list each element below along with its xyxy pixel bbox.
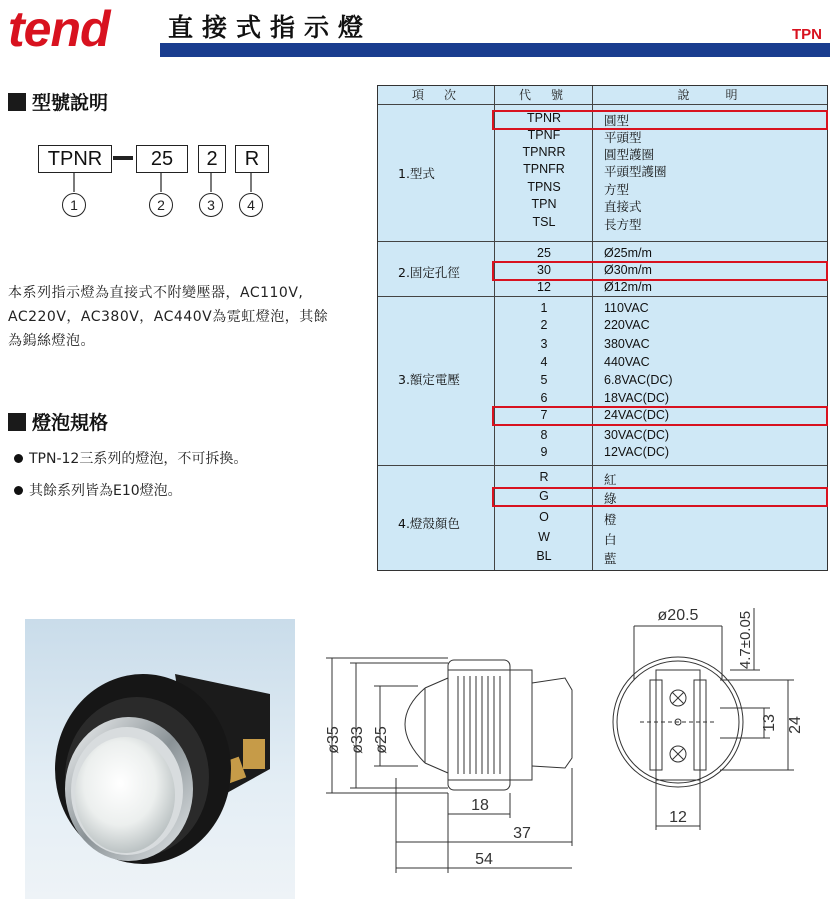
- row-desc: 長方型: [604, 218, 642, 232]
- row-desc: 綠: [604, 492, 617, 506]
- spec-table: [377, 85, 828, 571]
- row-code: TPNR: [526, 111, 562, 125]
- dimension-drawing: [300, 598, 830, 903]
- code-box-hole: 25: [136, 145, 188, 173]
- row-code: TSL: [532, 215, 556, 229]
- row-code: TPN: [531, 197, 557, 211]
- dim-13: 13: [761, 714, 778, 732]
- row-code: 7: [540, 408, 548, 422]
- code-box-color: R: [235, 145, 269, 173]
- page-title: 直接式指示燈: [168, 13, 373, 42]
- row-code: 6: [540, 391, 548, 405]
- row-code: 8: [540, 428, 548, 442]
- row-code: 5: [540, 373, 548, 387]
- row-desc: 方型: [604, 183, 630, 197]
- row-code: TPNFR: [523, 162, 565, 176]
- circle-number-4: 4: [239, 193, 263, 217]
- dim-d33: ø33: [349, 726, 366, 754]
- row-desc: 橙: [604, 513, 617, 527]
- group-label-hole: 2.固定孔徑: [398, 265, 460, 280]
- row-code: 1: [540, 301, 548, 315]
- row-desc: 平頭型護圈: [604, 165, 667, 179]
- table-divider: [378, 104, 827, 105]
- dim-length-18: 18: [471, 797, 489, 814]
- row-code: 12: [537, 280, 551, 294]
- table-header-code: 代 號: [518, 88, 567, 102]
- row-desc: 18VAC(DC): [604, 391, 670, 405]
- bulb-heading-text: 燈泡規格: [32, 412, 109, 434]
- row-code: O: [539, 510, 549, 524]
- brand-logo: tend: [8, 1, 110, 57]
- description-paragraph: [8, 281, 368, 353]
- row-desc: 380VAC: [604, 337, 650, 351]
- dim-d25: ø25: [373, 726, 390, 754]
- row-code: 9: [540, 445, 548, 459]
- product-photo: [25, 619, 295, 899]
- header-rule: [160, 43, 830, 57]
- table-header-desc: 說 明: [677, 88, 742, 102]
- circle-number-3: 3: [199, 193, 223, 217]
- row-code: 3: [540, 337, 548, 351]
- code-dash: [113, 156, 133, 160]
- dim-width-12: 12: [669, 809, 687, 826]
- row-code: G: [539, 489, 549, 503]
- row-code: 4: [540, 355, 548, 369]
- bulb-section-heading: [8, 408, 108, 435]
- bullet-item: [14, 480, 182, 500]
- circle-number-2: 2: [149, 193, 173, 217]
- code-box-type: TPNR: [38, 145, 112, 173]
- dim-length-37: 37: [513, 825, 531, 842]
- row-desc: 220VAC: [604, 318, 650, 332]
- knurled-ring-outline: [448, 660, 510, 790]
- row-desc: 12VAC(DC): [604, 445, 670, 459]
- bullet-dot-icon: [14, 454, 23, 463]
- row-desc: 圓型護圈: [604, 148, 655, 162]
- row-code: BL: [536, 549, 552, 563]
- row-desc: Ø30m/m: [604, 263, 652, 277]
- row-desc: 30VAC(DC): [604, 428, 670, 442]
- dim-d35: ø35: [325, 726, 342, 754]
- bullet-item: [14, 448, 247, 468]
- row-code: TPNS: [527, 180, 561, 194]
- row-desc: Ø25m/m: [604, 246, 652, 260]
- row-desc: Ø12m/m: [604, 280, 652, 294]
- dome-outline: [405, 688, 425, 763]
- row-desc: 24VAC(DC): [604, 408, 670, 422]
- row-desc: 平頭型: [604, 131, 642, 145]
- dim-d20-5: ø20.5: [657, 607, 699, 624]
- series-code: TPN: [792, 26, 822, 43]
- group-label-voltage: 3.額定電壓: [398, 372, 460, 387]
- model-section-heading: [8, 88, 108, 115]
- group-label-type: 1.型式: [398, 166, 435, 181]
- dim-4-7: 4.7±0.05: [737, 610, 754, 670]
- row-desc: 6.8VAC(DC): [604, 373, 673, 387]
- dim-length-54: 54: [475, 851, 493, 868]
- highlight-type-row: [492, 110, 828, 130]
- row-desc: 110VAC: [604, 301, 649, 315]
- circle-number-1: 1: [62, 193, 86, 217]
- row-desc: 直接式: [604, 200, 642, 214]
- description-line: 為鎢絲燈泡。: [8, 333, 95, 349]
- row-code: TPNF: [527, 128, 561, 142]
- table-divider: [378, 241, 827, 242]
- highlight-voltage-row: [492, 406, 828, 426]
- row-desc: 440VAC: [604, 355, 650, 369]
- table-divider: [378, 296, 827, 297]
- row-code: 2: [540, 318, 548, 332]
- square-bullet-icon: [8, 93, 26, 111]
- table-divider: [378, 465, 827, 466]
- highlight-color-row: [492, 487, 828, 507]
- square-bullet-icon: [8, 413, 26, 431]
- row-code: TPNRR: [522, 145, 566, 159]
- row-code: R: [539, 470, 549, 484]
- description-line: AC220V，AC380V，AC440V為霓虹燈泡，其餘: [8, 309, 329, 325]
- row-desc: 藍: [604, 552, 617, 566]
- dim-24: 24: [787, 716, 804, 734]
- row-desc: 紅: [604, 473, 617, 487]
- table-header-item: 項 次: [411, 88, 460, 102]
- highlight-hole-row: [492, 261, 828, 281]
- bullet-text: TPN-12三系列的燈泡，不可拆換。: [29, 451, 248, 467]
- code-box-voltage: 2: [198, 145, 226, 173]
- bullet-text: 其餘系列皆為E10燈泡。: [29, 483, 182, 499]
- bullet-dot-icon: [14, 486, 23, 495]
- group-label-color: 4.燈殼顏色: [398, 516, 460, 531]
- row-code: 25: [537, 246, 551, 260]
- model-heading-text: 型號說明: [32, 92, 109, 114]
- row-desc: 白: [604, 533, 617, 547]
- row-desc: 圓型: [604, 114, 630, 128]
- description-line: 本系列指示燈為直接式不附變壓器，AC110V,: [8, 285, 304, 301]
- row-code: W: [538, 530, 550, 544]
- indicator-lamp-image: [25, 619, 295, 899]
- row-code: 30: [537, 263, 551, 277]
